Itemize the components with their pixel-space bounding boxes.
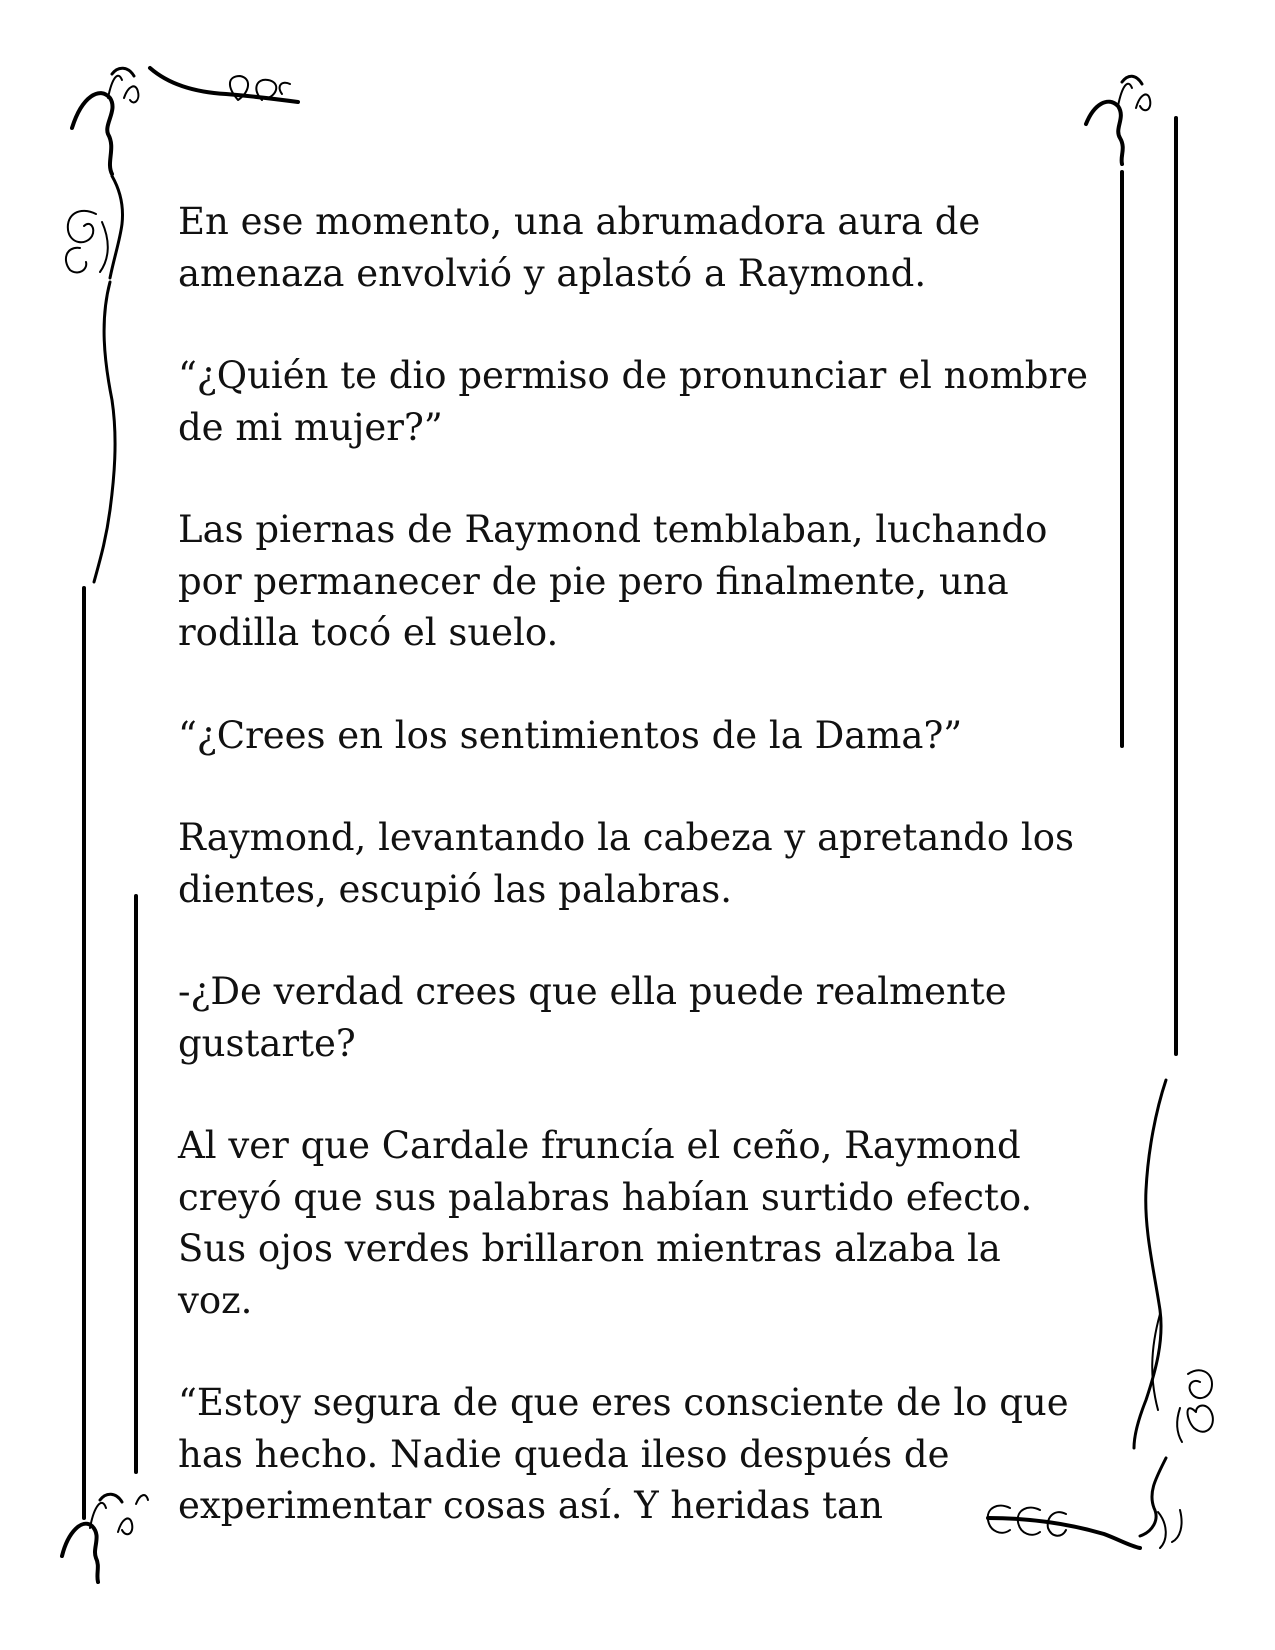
paragraph-2: “¿Quién te dio permiso de pronunciar el nombre de mi mujer?” xyxy=(178,354,1089,449)
flourish-bottom-left xyxy=(62,1494,148,1582)
paragraph-6: -¿De verdad crees que ella puede realmente gustarte? xyxy=(178,970,1007,1065)
flourish-top-right xyxy=(1086,76,1150,164)
paragraph-5: Raymond, levantando la cabeza y apretando los dientes, escupió las palabras. xyxy=(178,816,1074,911)
paragraph-7: Al ver que Cardale fruncía el ceño, Raymond creyó que sus palabras habían surtido efecto. Sus ojos verdes brillaron mientras alzaba la voz. xyxy=(178,1124,1033,1322)
paragraph-8: “Estoy segura de que eres consciente de lo que has hecho. Nadie queda ileso después de experimentar cosas así. Y heridas tan xyxy=(178,1381,1069,1527)
paragraph-3: Las piernas de Raymond temblaban, luchando por permanecer de pie pero finalmente, una rodilla tocó el suelo. xyxy=(178,508,1048,654)
paragraph-1: En ese momento, una abrumadora aura de amenaza envolvió y aplastó a Raymond. xyxy=(178,200,981,295)
document-body xyxy=(178,196,1123,1583)
paragraph-4: “¿Crees en los sentimientos de la Dama?” xyxy=(178,713,963,757)
